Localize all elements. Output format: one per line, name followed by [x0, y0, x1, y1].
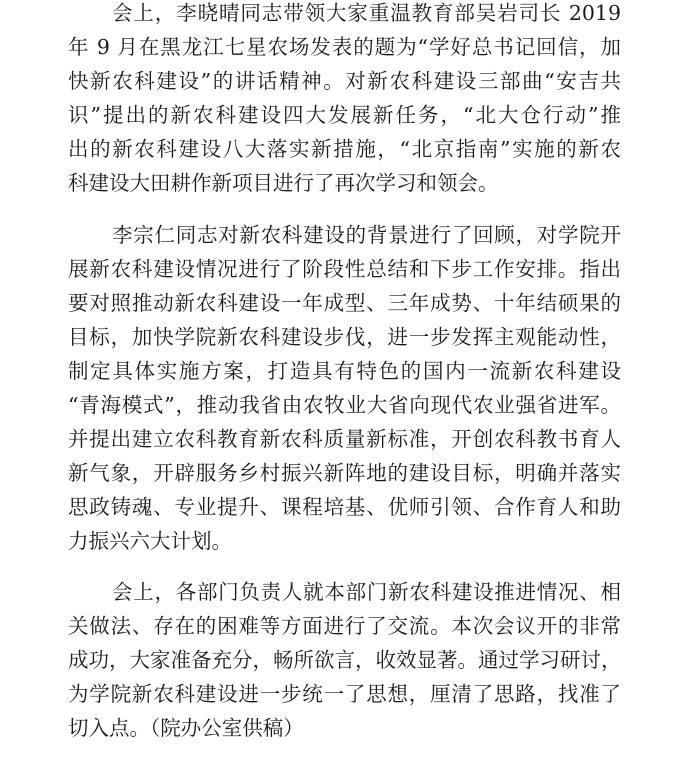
- paragraph-2-line-5: 制定具体实施方案，打造具有特色的国内一流新农科建设: [68, 359, 621, 383]
- paragraph-1-line-4: 识”提出的新农科建设四大发展新任务，“北大仓行动”推: [68, 103, 621, 127]
- paragraph-3-line-2: 关做法、存在的困难等方面进行了交流。本次会议开的非常: [68, 614, 621, 638]
- paragraph-3-line-3: 成功，大家准备充分，畅所欲言，收效显著。通过学习研讨，: [68, 648, 622, 672]
- paragraph-3-line-4: 为学院新农科建设进一步统一了思想，厘清了思路，找准了: [68, 682, 621, 706]
- paragraph-2-line-1: 李宗仁同志对新农科建设的背景进行了回顾，对学院开: [112, 223, 621, 247]
- paragraph-2-line-10: 力振兴六大计划。: [68, 529, 232, 553]
- paragraph-2-line-3: 要对照推动新农科建设一年成型、三年成势、十年结硕果的: [68, 291, 621, 315]
- paragraph-1-line-1: 会上，李晓晴同志带领大家重温教育部吴岩司长 2019: [112, 1, 621, 25]
- paragraph-1-line-3: 快新农科建设”的讲话精神。对新农科建设三部曲“安吉共: [68, 69, 621, 93]
- paragraph-2-line-4: 目标，加快学院新农科建设步伐，进一步发挥主观能动性，: [68, 325, 621, 349]
- paragraph-2-line-9: 思政铸魂、专业提升、课程培基、优师引领、合作育人和助: [68, 495, 621, 519]
- paragraph-1-line-6: 科建设大田耕作新项目进行了再次学习和领会。: [68, 171, 499, 195]
- paragraph-3-line-1: 会上，各部门负责人就本部门新农科建设推进情况、相: [112, 580, 621, 604]
- paragraph-1-line-5: 出的新农科建设八大落实新措施，“北京指南”实施的新农: [68, 137, 621, 161]
- paragraph-2-line-6: “青海模式”，推动我省由农牧业大省向现代农业强省进军。: [68, 393, 621, 417]
- paragraph-1-line-2: 年 9 月在黑龙江七星农场发表的题为“学好总书记回信，加: [68, 35, 621, 59]
- paragraph-3-line-5: 切入点。（院办公室供稿）: [68, 716, 304, 740]
- paragraph-2-line-2: 展新农科建设情况进行了阶段性总结和下步工作安排。指出: [68, 257, 621, 281]
- paragraph-2-line-8: 新气象，开辟服务乡村振兴新阵地的建设目标，明确并落实: [68, 461, 621, 485]
- paragraph-2-line-7: 并提出建立农科教育新农科质量新标准，开创农科教书育人: [68, 427, 621, 451]
